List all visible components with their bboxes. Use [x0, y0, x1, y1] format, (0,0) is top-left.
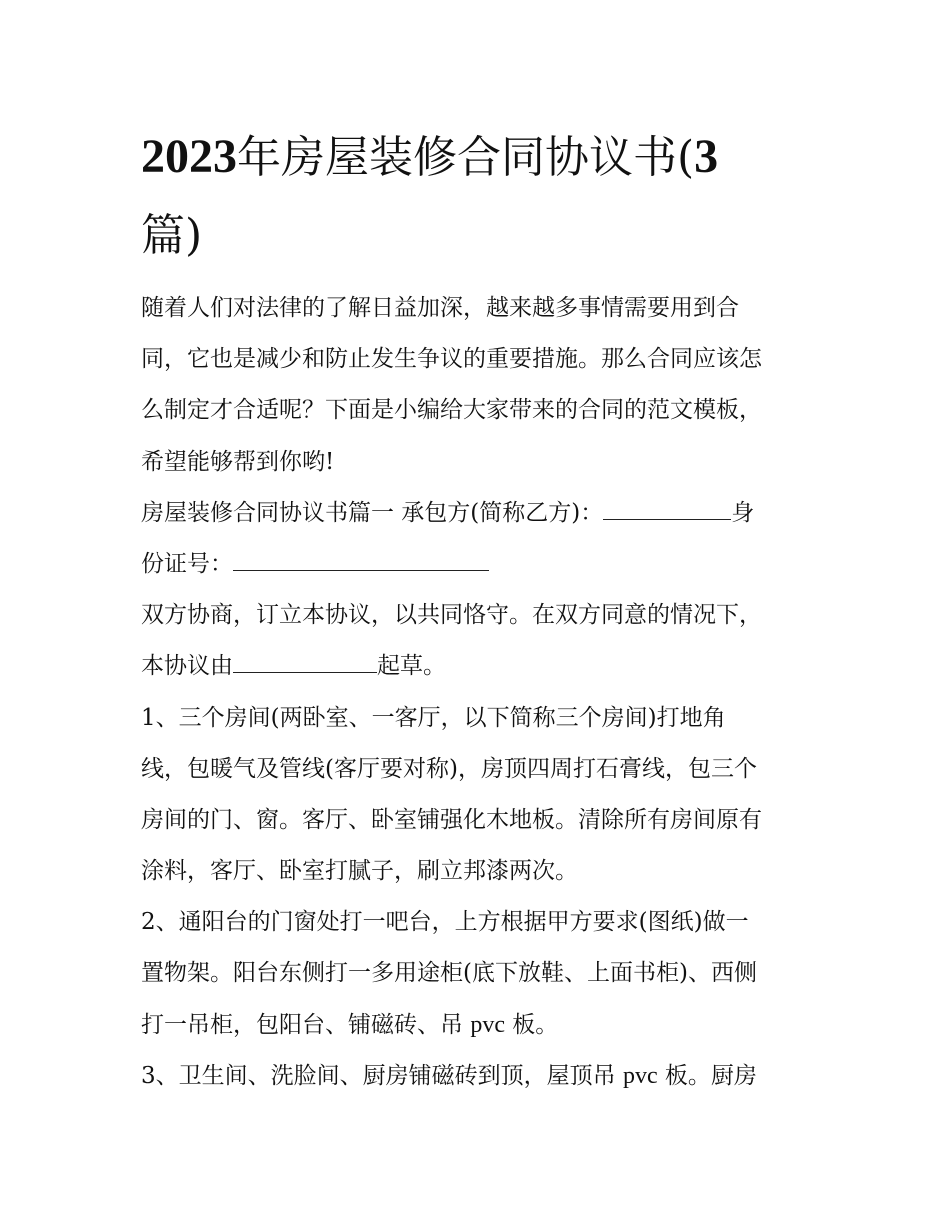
id-number-blank: [233, 550, 489, 571]
item1-line: 房间的门、窗。客厅、卧室铺强化木地板。清除所有房间原有: [141, 806, 762, 833]
item1-line: 涂料，客厅、卧室打腻子，刷立邦漆两次。: [141, 858, 578, 885]
title-text: 年房屋装修合同协议书(: [237, 132, 695, 183]
title-year: 2023: [141, 130, 237, 183]
item3-latin: pvc: [622, 1062, 658, 1089]
agreement-suffix: 起草。: [377, 653, 446, 680]
item2-line: 置物架。阳台东侧打一多用途柜(底下放鞋、上面书柜)、西侧: [141, 960, 757, 987]
intro-line: 随着人们对法律的了解日益加深，越来越多事情需要用到合: [141, 295, 739, 321]
intro-line: 么制定才合适呢？下面是小编给大家带来的合同的范文模板，: [141, 397, 762, 424]
item3-line: [141, 1051, 821, 1102]
contractor-name-blank: [603, 499, 731, 520]
agreement-line: 双方协商，订立本协议，以共同恪守。在双方同意的情况下，: [141, 602, 762, 629]
section1-heading-line: [141, 488, 821, 539]
drafter-blank: [233, 652, 377, 673]
agreement-prefix: 本协议由: [141, 653, 233, 680]
intro-line: 同，它也是减少和防止发生争议的重要措施。那么合同应该怎: [141, 346, 762, 373]
item1-line: 1、三个房间(两卧室、一客厅，以下简称三个房间)打地角: [141, 704, 726, 731]
title-count: 3: [694, 130, 719, 183]
intro-line: 希望能够帮到你哟!: [141, 448, 335, 475]
item1-line: 线，包暖气及管线(客厅要对称)，房顶四周打石膏线，包三个: [141, 755, 757, 782]
item2-line: [141, 1000, 821, 1051]
item2-latin: pvc: [470, 1011, 505, 1038]
agreement-line: [141, 641, 821, 692]
item2-text: 打一吊柜，包阳台、铺磁砖、吊: [141, 1011, 471, 1038]
title-line2: 篇): [141, 210, 203, 261]
item3-text: 3、卫生间、洗脸间、厨房铺磁砖到顶，屋顶吊: [141, 1062, 623, 1089]
id-label: 份证号：: [141, 550, 233, 577]
document-body: [141, 283, 821, 1102]
item2-suffix: 板。: [504, 1011, 559, 1038]
item3-suffix: 板。厨房: [657, 1062, 757, 1089]
item2-line: 2、通阳台的门窗处打一吧台，上方根据甲方要求(图纸)做一: [141, 909, 749, 936]
section1-heading: 房屋装修合同协议书篇一 承包方(简称乙方)：: [141, 499, 604, 526]
document-title: [141, 118, 821, 275]
heading-tail: 身: [731, 499, 755, 526]
id-number-line: [141, 539, 821, 590]
